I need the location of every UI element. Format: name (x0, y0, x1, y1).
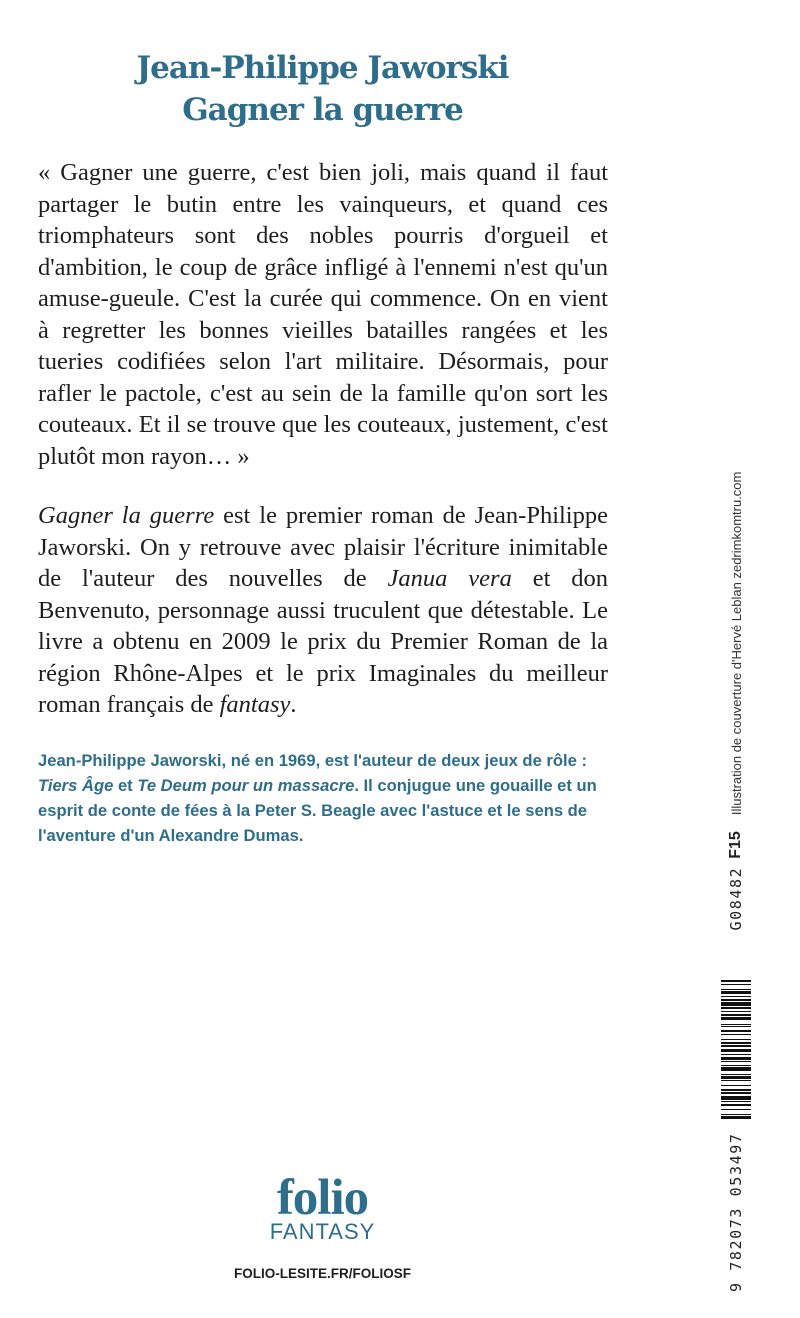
book-header (0, 47, 645, 131)
summary-text-1: est le premier roman de Jean-Philippe Jaworski. On y retrouve avec plaisir l'écriture inimitable de l'auteur des nouvelles de (38, 502, 608, 592)
author-name: Jean-Philippe Jaworski (136, 50, 509, 86)
bio-work-2: Te Deum pour un massacre (137, 776, 355, 795)
logo-folio: folio (276, 1170, 369, 1226)
book-title: Gagner la guerre (182, 92, 463, 128)
cover-credit: Illustration de couverture d'Hervé Leblan zedrimkomtru.com (728, 471, 744, 816)
summary-text-2: et don Benvenuto, personnage aussi truculent que détestable. Le livre a obtenu en 2009 le prix du Premier Roman de la région Rhône-Alpes et le prix Imaginales du meilleur roman français de (38, 565, 608, 718)
barcode-icon (721, 939, 751, 1119)
author-bio (38, 748, 616, 848)
bio-text-1: Jean-Philippe Jaworski, né en 1969, est l'auteur de deux jeux de rôle : (38, 751, 587, 770)
spine-strip (721, 472, 751, 1292)
excerpt-quote: « Gagner une guerre, c'est bien joli, mais quand il faut partager le butin entre les vainqueurs, et quand ces triomphateurs sont des nobles pourris d'orgueil et d'ambition, le coup de grâce infligé à l'ennemi n'est qu'un amuse-gueule. C'est la curée qui commence. On en vient à regretter les bonnes vieilles batailles rangées et les tueries codifiées selon l'art militaire. Désormais, pour rafler le pactole, c'est au sein de la famille qu'on sort les couteaux. Et il se trouve que les couteaux, justement, c'est plutôt mon rayon… » (38, 159, 608, 470)
price-code: F15 (727, 831, 744, 859)
summary-work: Janua vera (387, 565, 512, 592)
summary-genre: fantasy (219, 691, 291, 718)
logo-fantasy: FANTASY (269, 1219, 376, 1244)
folio-fantasy-logo (0, 1170, 645, 1244)
bio-text-2: et (113, 776, 138, 795)
website-link[interactable]: FOLIO-LESITE.FR/FOLIOSF (234, 1266, 411, 1281)
summary-text-3: . (290, 691, 297, 718)
bio-work-1: Tiers Âge (38, 776, 114, 795)
summary-title: Gagner la guerre (38, 502, 215, 529)
book-summary (38, 500, 608, 721)
isbn-number: 9 782073 053497 (727, 1132, 745, 1292)
bio-text-3: . Il conjugue une gouaille et un esprit de conte de fées à la Peter S. Beagle avec l'astuce et le sens de l'aventure d'un Alexandre Dumas. (38, 776, 597, 845)
product-code: G08482 (727, 866, 745, 931)
